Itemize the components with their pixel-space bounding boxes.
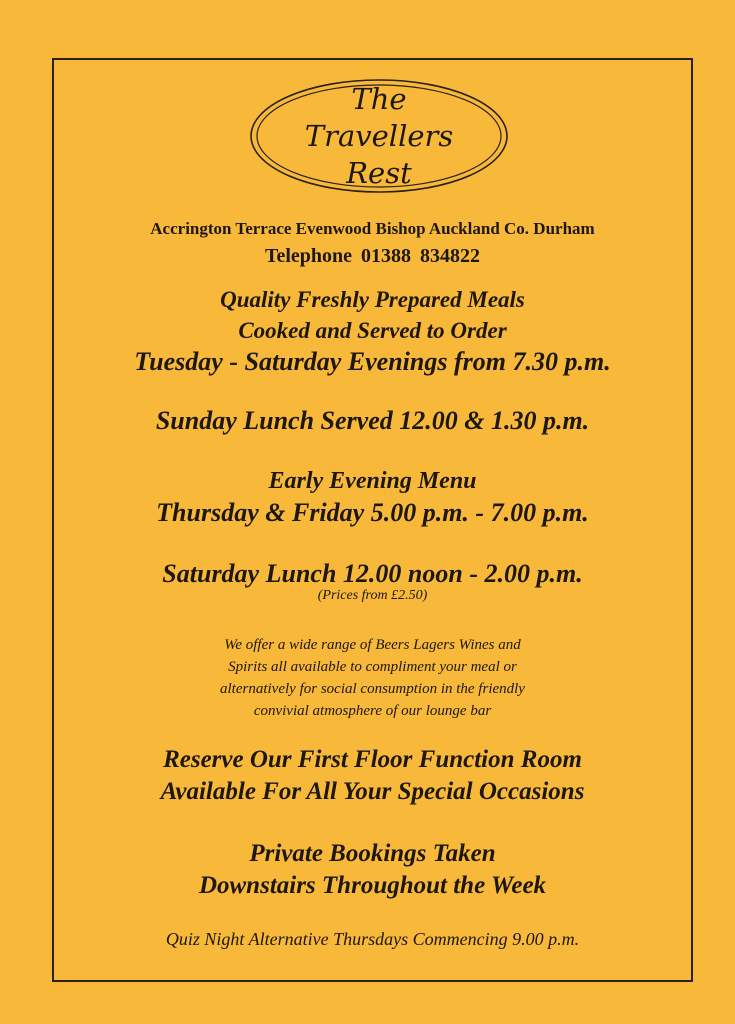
meals-line-3: Tuesday - Saturday Evenings from 7.30 p.m. bbox=[134, 347, 611, 376]
function-room-line-1: Reserve Our First Floor Function Room bbox=[163, 746, 582, 773]
telephone bbox=[52, 243, 693, 269]
telephone-number: 01388 834822 bbox=[361, 245, 481, 267]
bookings-line-2: Downstairs Throughout the Week bbox=[198, 872, 547, 899]
bookings-line-1: Private Bookings Taken bbox=[249, 840, 496, 867]
early-evening-title: Early Evening Menu bbox=[268, 468, 477, 494]
quiz-night: Quiz Night Alternative Thursdays Commencing 9.00 p.m. bbox=[165, 929, 580, 949]
drinks-line-1: We offer a wide range of Beers Lagers Wines and bbox=[224, 637, 521, 653]
logo bbox=[246, 76, 512, 198]
drinks-line-4: convivial atmosphere of our lounge bar bbox=[253, 703, 492, 719]
early-evening-times: Thursday & Friday 5.00 p.m. - 7.00 p.m. bbox=[156, 498, 589, 527]
sunday-lunch: Sunday Lunch Served 12.00 & 1.30 p.m. bbox=[155, 406, 590, 435]
meals-line-2: Cooked and Served to Order bbox=[238, 318, 507, 343]
function-room-line-2: Available For All Your Special Occasions bbox=[160, 778, 585, 805]
meals-line-1: Quality Freshly Prepared Meals bbox=[220, 287, 525, 312]
logo-word-rest: Rest bbox=[346, 156, 412, 190]
saturday-lunch: Saturday Lunch 12.00 noon - 2.00 p.m. bbox=[162, 559, 583, 588]
telephone-label: Telephone bbox=[264, 245, 353, 267]
drinks-line-3: alternatively for social consumption in the friendly bbox=[220, 681, 525, 697]
prices-note: (Prices from £2.50) bbox=[317, 588, 428, 603]
drinks-line-2: Spirits all available to compliment your meal or bbox=[228, 659, 517, 675]
logo-word-travellers: Travellers bbox=[304, 119, 454, 153]
logo-word-the: The bbox=[351, 82, 407, 116]
address: Accrington Terrace Evenwood Bishop Auckland Co. Durham bbox=[150, 219, 595, 238]
